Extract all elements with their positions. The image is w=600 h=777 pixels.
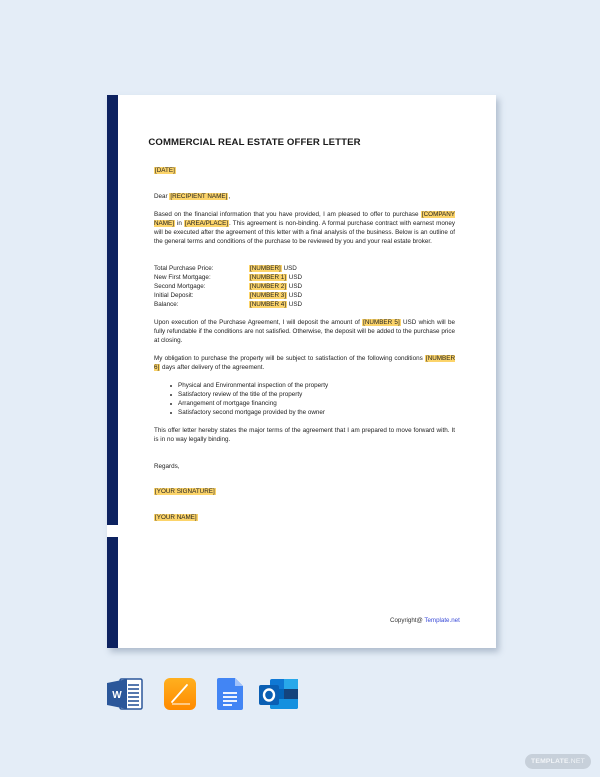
template-net-watermark — [525, 754, 591, 769]
terms-row — [154, 265, 455, 274]
deposit-text-1: Upon execution of the Purchase Agreement, I will deposit the amount of — [154, 319, 363, 326]
accent-bar-top — [107, 95, 118, 525]
date-placeholder: [DATE] — [155, 167, 175, 174]
term-label: Second Mortgage: — [154, 282, 206, 290]
salutation — [154, 193, 455, 202]
date-line — [154, 167, 455, 176]
regards-line: Regards, — [154, 463, 180, 470]
intro-text-2: in — [174, 219, 184, 227]
watermark-light: .NET — [568, 758, 586, 765]
name-placeholder: [YOUR NAME] — [155, 514, 197, 521]
accent-bar-bottom — [107, 537, 118, 648]
term-value-placeholder: [NUMBER 2] — [250, 282, 287, 290]
term-label: Total Purchase Price: — [154, 265, 214, 272]
salutation-text: Dear — [154, 193, 170, 200]
obligation-number-placeholder: [NUMBER 6] — [154, 355, 455, 371]
intro-text-3: . This agreement is non-binding. A formal purchase contract with earnest money will be executed after the agreement of this letter with a final analysis of the business. Below is an outline of the general terms and conditions of the purchase to be reviewed by you and your real estate broker. — [154, 219, 455, 245]
area-placeholder: [AREA/PLACE] — [184, 219, 229, 227]
term-value-placeholder: [NUMBER 4] — [250, 300, 287, 308]
copyright-label: Copyright@ — [390, 617, 425, 624]
term-value-placeholder: [NUMBER] — [250, 265, 281, 272]
terms-row — [154, 292, 455, 301]
svg-text:W: W — [112, 690, 122, 701]
outlook-icon[interactable] — [258, 677, 296, 711]
term-unit: USD — [287, 273, 303, 281]
terms-row — [154, 274, 455, 283]
recipient-placeholder: [RECIPIENT NAME] — [170, 193, 228, 200]
deposit-paragraph — [154, 319, 455, 346]
term-label: Initial Deposit: — [154, 291, 194, 299]
list-item: Satisfactory review of the title of the property — [178, 391, 455, 400]
term-unit: USD — [287, 291, 303, 299]
obligation-text-2: days after delivery of the agreement. — [160, 363, 265, 371]
salutation-comma: , — [228, 193, 231, 200]
conditions-list-wrap — [154, 382, 455, 418]
terms-table — [154, 265, 455, 309]
copyright-footer — [390, 617, 460, 624]
term-label: Balance: — [154, 300, 179, 308]
company-placeholder: [COMPANY NAME] — [154, 211, 455, 227]
watermark-bold: TEMPLATE — [530, 758, 569, 765]
term-unit: USD — [281, 265, 297, 272]
terms-row — [154, 283, 455, 292]
term-value-placeholder: [NUMBER 3] — [250, 291, 287, 299]
terms-row — [154, 301, 455, 310]
list-item: Physical and Environmental inspection of the property — [178, 382, 455, 391]
term-value-placeholder: [NUMBER 1] — [250, 273, 287, 281]
pages-icon[interactable] — [163, 677, 201, 711]
deposit-number-placeholder: [NUMBER 5] — [363, 319, 400, 326]
word-icon[interactable] — [106, 677, 144, 711]
intro-text-1: Based on the financial information that you have provided, I am pleased to offer to purchase — [154, 211, 421, 218]
document-page — [107, 95, 496, 648]
list-item: Arrangement of mortgage financing — [178, 400, 455, 409]
term-unit: USD — [287, 300, 303, 308]
obligation-text-1: My obligation to purchase the property will be subject to satisfaction of the following conditions — [154, 355, 425, 362]
signature-line — [154, 488, 455, 497]
document-title: COMMERCIAL REAL ESTATE OFFER LETTER — [148, 137, 361, 148]
conditions-list — [154, 382, 455, 418]
term-unit: USD — [287, 282, 303, 290]
signature-placeholder: [YOUR SIGNATURE] — [155, 488, 215, 495]
closing-paragraph: This offer letter hereby states the major terms of the agreement that I am prepared to move forward with. It is in no way legally binding. — [154, 427, 455, 443]
google-docs-icon[interactable] — [216, 677, 254, 711]
name-line — [154, 514, 455, 523]
intro-paragraph — [154, 211, 455, 247]
term-label: New First Mortgage: — [154, 273, 211, 281]
deposit-text-2: USD which will be fully refundable if the conditions are not satisfied. Otherwise, the deposit will be added to the purchase price at closing. — [154, 319, 456, 344]
list-item: Satisfactory second mortgage provided by the owner — [178, 409, 455, 418]
copyright-link[interactable]: Template.net — [424, 617, 460, 624]
obligation-paragraph — [154, 355, 455, 373]
